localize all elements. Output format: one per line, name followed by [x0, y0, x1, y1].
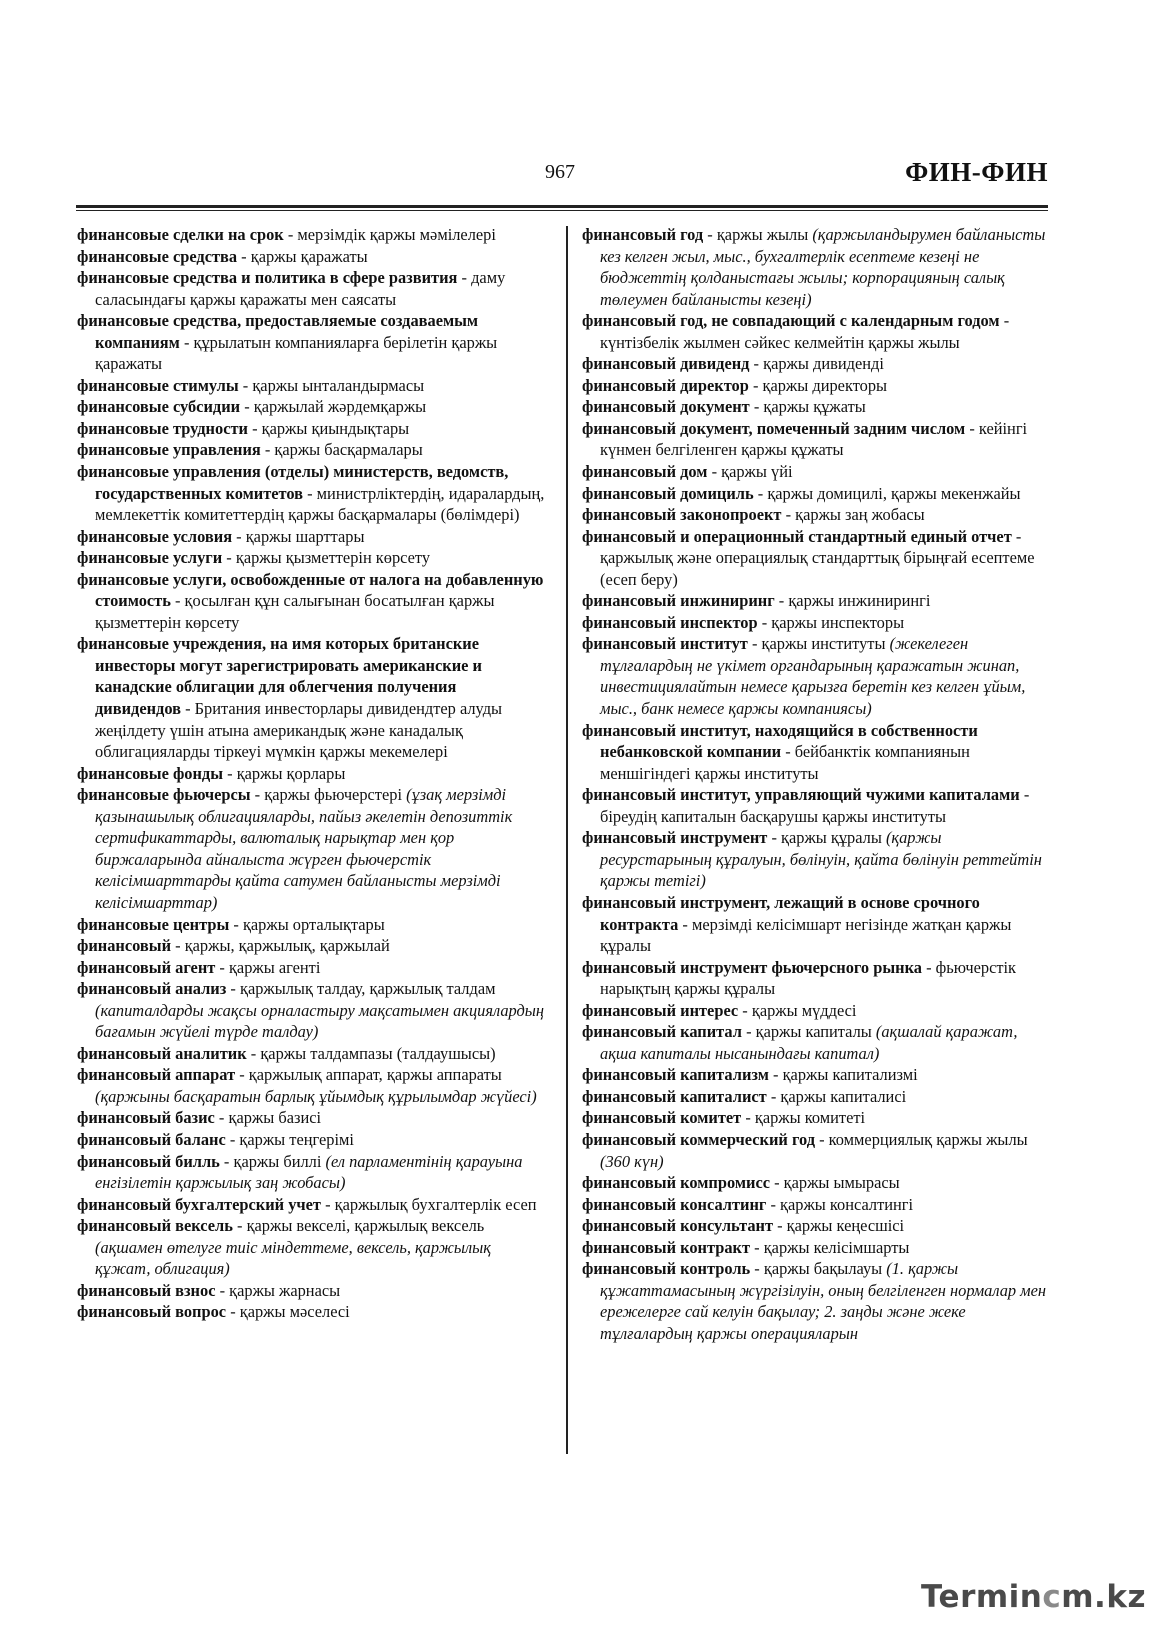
entry-term: финансовые средства, предоставляемые создаваемым компаниям — [77, 311, 479, 352]
entry-definition: қаржылық аппарат, қаржы аппараты — [248, 1065, 502, 1085]
section-title: ФИН-ФИН — [905, 157, 1048, 187]
dictionary-entry: финансовый капиталист - қаржы капиталисі — [582, 1086, 907, 1106]
dictionary-entry: финансовые стимулы - қаржы ынталандырмасы — [77, 375, 425, 395]
dictionary-entry: финансовый консалтинг - қаржы консалтингі — [582, 1194, 914, 1214]
entry-term: финансовый законопроект — [582, 505, 782, 525]
entry-term: финансовый и операционный стандартный единый отчет — [582, 526, 1012, 546]
entry-term: финансовые трудности — [77, 418, 248, 438]
entry-term: финансовый капитал — [582, 1022, 742, 1042]
entry-definition: қаржылай жәрдемқаржы — [253, 397, 427, 417]
dictionary-entry: финансовый документ - қаржы құжаты — [582, 397, 866, 417]
entry-note: (қаржыландырумен байланысты кез келген жыл, мыс., бухгалтерлік есептеме кезеңі не бюджеттің қолданыстағы жылы; корпорацияның салық төлеумен байланысты кезеңі) — [600, 225, 1046, 309]
dictionary-entry: финансовый документ, помеченный задним числом - кейінгі күнмен белгіленген қаржы құжаты — [582, 418, 1028, 460]
column-divider — [566, 226, 568, 1454]
entry-note: (ақшалай қаражат, ақша капиталы нысанындағы капитал) — [600, 1022, 1018, 1063]
dictionary-entry: финансовый вексель - қаржы вексeлі, қаржылық вексель (ақшамен өтелуге тиіс міндеттеме, вексель, қаржылық құжат, облигация) — [77, 1216, 491, 1279]
header-rule — [76, 205, 1048, 208]
dictionary-entry: финансовый законопроект - қаржы заң жобасы — [582, 505, 925, 525]
entry-note: (360 күн) — [600, 1151, 664, 1171]
entry-term: финансовый капиталист — [582, 1086, 767, 1106]
entry-definition: қаржы ымырасы — [783, 1173, 900, 1193]
entry-definition: қаржы инжинирингі — [788, 591, 931, 611]
entry-definition: қаржы қиындықтары — [261, 418, 410, 438]
entry-definition: қаржы үйі — [721, 462, 793, 482]
entry-definition: қаржылық талдау, қаржылық талдам — [239, 979, 496, 999]
entry-definition: қаржы бақылауы — [763, 1259, 883, 1279]
right-column — [582, 224, 1050, 1344]
entry-term: финансовый базис — [77, 1108, 215, 1128]
dictionary-entry: финансовый контракт - қаржы келісімшарты — [582, 1237, 910, 1257]
entry-term: финансовый агент — [77, 957, 216, 977]
entry-term: финансовый инструмент, лежащий в основе срочного контракта — [582, 892, 980, 934]
entry-note: (ел парламентінің қарауына енгізілетін қаржылық заң жобасы) — [95, 1151, 523, 1193]
dictionary-entry: финансовый коммерческий год - коммерциялық қаржы жылы (360 күн) — [582, 1129, 1028, 1171]
entry-definition: күнтізбелік жылмен сәйкес келмейтін қаржы жылы — [600, 332, 960, 352]
dictionary-entry: финансовые фонды - қаржы қорлары — [77, 763, 346, 783]
dictionary-entry: финансовые трудности - қаржы қиындықтары — [77, 418, 410, 438]
entry-term: финансовый год, не совпадающий с календарным годом — [582, 311, 1000, 331]
dictionary-entry: финансовый баланс - қаржы теңгерімі — [77, 1129, 354, 1149]
entry-definition: бейбанктік компаниянын меншігіндегі қаржы институты — [600, 742, 970, 783]
entry-term: финансовые центры — [77, 914, 230, 934]
dictionary-entry: финансовые средства - қаржы қаражаты — [77, 246, 368, 266]
dictionary-entry: финансовый анализ - қаржылық талдау, қаржылық талдам (капиталдарды жақсы орналастыру мақсатымен акциялардың бағамын жүйелі түрде талдау) — [77, 979, 545, 1042]
entry-definition: қаржы талдампазы (талдаушысы) — [260, 1043, 496, 1063]
dictionary-entry: финансовый инструмент - қаржы құралы (қаржы ресурстарының құралуын, бөлінуін, қайта бөлінуін реттейтін қаржы тетігі) — [582, 828, 1042, 891]
entry-term: финансовый институт — [582, 634, 748, 654]
entry-definition: кейінгі күнмен белгіленген қаржы құжаты — [600, 418, 1028, 460]
entry-definition: Британия инвесторлары дивидендтер алуды жеңілдету үшін атына американдық және канадалық облигацияларды тіркеуі мүмкін қаржы мекемелері — [95, 699, 503, 762]
entry-term: финансовый инжиниринг — [582, 591, 775, 611]
entry-term: финансовый документ — [582, 397, 750, 417]
entry-term: финансовый консалтинг — [582, 1194, 767, 1214]
dictionary-entry: финансовый институт, находящийся в собственности небанковской компании - бейбанктік компаниянын меншігіндегі қаржы институты — [582, 720, 978, 783]
entry-term: финансовый документ, помеченный задним числом — [582, 418, 966, 438]
entry-term: финансовый вопрос — [77, 1302, 227, 1322]
dictionary-entry: финансовые условия - қаржы шарттары — [77, 526, 365, 546]
entry-definition: қаржы инспекторы — [771, 612, 905, 632]
entry-definition: қаржылық бухгалтерлік есеп — [334, 1194, 537, 1214]
entry-term: финансовый консультант — [582, 1216, 774, 1236]
entry-definition: қаржылық және операциялық стандарттық бірыңғай есептеме (есеп беру) — [600, 548, 1035, 589]
entry-term: финансовый вексель — [77, 1216, 233, 1236]
dictionary-entry: финансовый дом - қаржы үйі — [582, 462, 793, 482]
dictionary-entry: финансовые средства и политика в сфере развития - даму саласындағы қаржы қаражаты мен саясаты — [77, 268, 506, 309]
entry-note: (жекелеген тұлғалардың не үкімет органдарының қаражатын жинап, инвестициялайтын немесе қарызға беретін кез келген ұйым, мыс., банк немесе қаржы компаниясы) — [600, 634, 1026, 719]
dictionary-entry: финансовый институт, управляющий чужими капиталами - біреудің капиталын басқарушы қаржы институты — [582, 785, 1030, 826]
dictionary-entry: финансовый контроль - қаржы бақылауы (1. қаржы құжаттамасының жүргізілуін, оның белгіленген нормалар мен ережелерге сай келуін бақылау; 2. заңды және жеке тұлғалардың қаржы операцияларын — [582, 1259, 1047, 1343]
watermark-text-3: m.kz — [1061, 1579, 1146, 1615]
entry-definition: құрылатын компанияларға берілетін қаржы қаражаты — [95, 332, 498, 374]
dictionary-entry: финансовый аппарат - қаржылық аппарат, қаржы аппараты (қаржыны басқаратын барлық ұйымдық құрылымдар жүйесі) — [77, 1065, 537, 1106]
entry-term: финансовый дом — [582, 462, 708, 482]
entry-note: (ұзақ мерзімді қазынашылық облигацияларды, пайыз әкелетін депозиттік сертификаттарды, валюталық нарықтар мен қор биржаларында айналыста жүрген фьючерстік келісімшарттарды қайта сатумен байланысты мерзімді келісімшарттар) — [95, 785, 513, 912]
entry-definition: қаржы құжаты — [763, 397, 866, 417]
watermark-text-2: c — [1042, 1579, 1062, 1615]
entry-definition: қаржы жарнасы — [229, 1280, 341, 1300]
dictionary-entry: финансовые услуги - қаржы қызметтерін көрсету — [77, 548, 431, 568]
entry-definition: қаржы базисі — [228, 1108, 322, 1128]
entry-term: финансовый билль — [77, 1151, 220, 1171]
entry-term: финансовый баланс — [77, 1129, 226, 1149]
entry-term: финансовый инструмент фьючерсного рынка — [582, 957, 922, 977]
entry-definition: фьючерстік нарықтың қаржы құралы — [600, 957, 1017, 999]
dictionary-entry: финансовый институт - қаржы институты (жекелеген тұлғалардың не үкімет органдарының қаражатын жинап, инвестициялайтын немесе қарызға беретін кез келген ұйым, мыс., банк немесе қаржы компаниясы) — [582, 634, 1026, 719]
dictionary-entry: финансовый инспектор - қаржы инспекторы — [582, 612, 905, 632]
dictionary-entry: финансовые учреждения, на имя которых британские инвесторы могут зарегистрировать американские и канадские облигации для облегчения получения дивидендов - Британия инвесторлары дивидендтер алуды жеңілдету үшін атына американдық және канадалық облигацияларды тіркеуі мүмкін қаржы мекемелері — [77, 634, 503, 762]
entry-definition: қаржы орталықтары — [242, 914, 385, 934]
dictionary-entry: финансовый и операционный стандартный единый отчет - қаржылық және операциялық стандарттық бірыңғай есептеме (есеп беру) — [582, 526, 1035, 589]
entry-note: (қаржыны басқаратын барлық ұйымдық құрылымдар жүйесі) — [95, 1086, 537, 1106]
entry-term: финансовый взнос — [77, 1280, 216, 1300]
entry-term: финансовые средства и политика в сфере развития — [77, 268, 458, 288]
entry-definition: қаржы кеңесшісі — [786, 1216, 905, 1236]
entry-definition: қаржы домицилі, қаржы мекенжайы — [767, 483, 1021, 503]
entry-term: финансовые фонды — [77, 763, 224, 783]
entry-note: (1. қаржы құжаттамасының жүргізілуін, оның белгіленген нормалар мен ережелерге сай келуін бақылау; 2. заңды және жеке тұлғалардың қаржы операцияларын — [600, 1259, 1047, 1343]
entry-term: финансовый компромисс — [582, 1173, 770, 1193]
entry-definition: қаржы мүддесі — [751, 1000, 857, 1020]
entry-term: финансовый бухгалтерский учет — [77, 1194, 321, 1214]
entry-definition: қаржы капиталисі — [780, 1086, 907, 1106]
dictionary-entry: финансовый инжиниринг - қаржы инжинирингі — [582, 591, 931, 611]
dictionary-entry: финансовые управления (отделы) министерств, ведомств, государственных комитетов - министрліктердің, идаралардың, мемлекеттік комитеттердің қаржы басқармалары (бөлімдері) — [77, 462, 545, 525]
entry-term: финансовый дивиденд — [582, 354, 750, 374]
entry-definition: қаржы жылы — [716, 225, 809, 244]
entry-definition: қаржы фьючерстері — [264, 785, 402, 805]
dictionary-entry: финансовый инструмент фьючерсного рынка - фьючерстік нарықтың қаржы құралы — [582, 957, 1017, 999]
entry-definition: қаржы институты — [761, 634, 886, 654]
watermark-text-1: Termin — [921, 1579, 1043, 1615]
site-watermark — [921, 1579, 1146, 1615]
entry-definition: қаржы шарттары — [245, 526, 365, 546]
dictionary-entry: финансовые субсидии - қаржылай жәрдемқаржы — [77, 397, 427, 417]
dictionary-entry: финансовый вопрос - қаржы мәселесі — [77, 1302, 350, 1322]
entry-term: финансовые средства — [77, 246, 238, 266]
entry-definition: қаржы комитеті — [754, 1108, 866, 1128]
entry-term: финансовый контракт — [582, 1237, 751, 1257]
entry-term: финансовые стимулы — [77, 375, 239, 395]
entry-term: финансовый контроль — [582, 1259, 751, 1279]
entry-definition: қаржы, қаржылық, қаржылай — [184, 936, 390, 956]
entry-definition: біреудің капиталын басқарушы қаржы институты — [600, 806, 947, 826]
entry-definition: қаржы келісімшарты — [763, 1237, 910, 1257]
entry-term: финансовый аналитик — [77, 1043, 247, 1063]
entry-definition: қосылған құн салығынан босатылған қаржы қызметтерін көрсету — [95, 591, 495, 632]
entry-term: финансовый инструмент — [582, 828, 768, 848]
entry-term: финансовый директор — [582, 375, 749, 395]
entry-term: финансовые сделки на срок — [77, 225, 284, 244]
dictionary-entry: финансовый комитет - қаржы комитеті — [582, 1108, 866, 1128]
dictionary-entry: финансовый - қаржы, қаржылық, қаржылай — [77, 936, 390, 956]
entry-note: (қаржы ресурстарының құралуын, бөлінуін, қайта бөлінуін реттейтін қаржы тетігі) — [600, 828, 1042, 891]
dictionary-entry: финансовый билль - қаржы биллі (ел парламентінің қарауына енгізілетін қаржылық заң жобасы) — [77, 1151, 523, 1193]
entry-term: финансовые услуги, освобожденные от налога на добавленную стоимость — [77, 569, 544, 611]
entry-definition: министрліктердің, идаралардың, мемлекеттік комитеттердің қаржы басқармалары (бөлімдері) — [95, 483, 545, 525]
dictionary-entry: финансовые услуги, освобожденные от налога на добавленную стоимость - қосылған құн салығынан босатылған қаржы қызметтерін көрсету — [77, 569, 544, 632]
entry-term: финансовый институт, управляющий чужими капиталами — [582, 785, 1020, 805]
dictionary-entry: финансовый капитал - қаржы капиталы (ақшалай қаражат, ақша капиталы нысанындағы капитал) — [582, 1022, 1018, 1063]
entry-definition: мерзімдік қаржы мәмілелері — [297, 225, 496, 244]
dictionary-entry: финансовый аналитик - қаржы талдампазы (талдаушысы) — [77, 1043, 496, 1063]
dictionary-entry: финансовый интерес - қаржы мүддесі — [582, 1000, 857, 1020]
dictionary-entry: финансовый агент - қаржы агенті — [77, 957, 321, 977]
entry-definition: қаржы құралы — [781, 828, 882, 848]
entry-definition: қаржы мәселесі — [239, 1302, 350, 1322]
left-column — [77, 224, 545, 1323]
entry-note: (капиталдарды жақсы орналастыру мақсатымен акциялардың бағамын жүйелі түрде талдау) — [95, 1000, 545, 1042]
entry-definition: қаржы директоры — [762, 375, 888, 395]
dictionary-entry: финансовый дивиденд - қаржы дивиденді — [582, 354, 884, 374]
entry-definition: қаржы заң жобасы — [795, 505, 925, 525]
entry-term: финансовый инспектор — [582, 612, 758, 632]
entry-term: финансовый анализ — [77, 979, 227, 999]
entry-definition: қаржы капиталы — [755, 1022, 872, 1042]
entry-definition: қаржы теңгерімі — [239, 1129, 354, 1149]
entry-term: финансовый домициль — [582, 483, 754, 503]
entry-term: финансовые управления (отделы) министерств, ведомств, государственных комитетов — [77, 462, 509, 503]
entry-term: финансовые фьючерсы — [77, 785, 251, 805]
entry-term: финансовые субсидии — [77, 397, 241, 417]
dictionary-entry: финансовые фьючерсы - қаржы фьючерстері (ұзақ мерзімді қазынашылық облигацияларды, пайыз әкелетін депозиттік сертификаттарды, валюталық нарықтар мен қор биржаларында айналыста жүрген фьючерстік келісімшарттарды қайта сатумен байланысты мерзімді келісімшарттар) — [77, 785, 513, 912]
entry-definition: қаржы қаражаты — [250, 246, 368, 266]
entry-term: финансовые условия — [77, 526, 233, 546]
entry-term: финансовый интерес — [582, 1000, 739, 1020]
dictionary-entry: финансовые центры - қаржы орталықтары — [77, 914, 385, 934]
entry-term: финансовый коммерческий год — [582, 1129, 816, 1149]
entry-definition: қаржы басқармалары — [274, 440, 423, 460]
entry-term: финансовый год — [582, 225, 704, 244]
dictionary-entry: финансовый капитализм - қаржы капитализмі — [582, 1065, 918, 1085]
dictionary-entry: финансовые управления - қаржы басқармалары — [77, 440, 423, 460]
entry-definition: қаржы қызметтерін көрсету — [235, 548, 431, 568]
entry-definition: қаржы қорлары — [236, 763, 346, 783]
entry-definition: қаржы капитализмі — [782, 1065, 918, 1085]
entry-definition: қаржы консалтингі — [780, 1194, 914, 1214]
entry-definition: қаржы дивиденді — [763, 354, 884, 374]
entry-definition: қаржы вексeлі, қаржылық вексель — [246, 1216, 485, 1236]
dictionary-entry: финансовый базис - қаржы базисі — [77, 1108, 322, 1128]
entry-definition: қаржы агенті — [228, 957, 321, 977]
dictionary-entry: финансовый компромисс - қаржы ымырасы — [582, 1173, 900, 1193]
entry-term: финансовый аппарат — [77, 1065, 236, 1085]
dictionary-entry: финансовые сделки на срок - мерзімдік қаржы мәмілелері — [77, 225, 496, 244]
page-number: 967 — [545, 161, 575, 183]
entry-term: финансовый — [77, 936, 172, 956]
dictionary-entry: финансовые средства, предоставляемые создаваемым компаниям - құрылатын компанияларға берілетін қаржы қаражаты — [77, 311, 498, 374]
dictionary-entry: финансовый взнос - қаржы жарнасы — [77, 1280, 341, 1300]
dictionary-entry: финансовый директор - қаржы директоры — [582, 375, 888, 395]
dictionary-entry: финансовый год - қаржы жылы (қаржыландырумен байланысты кез келген жыл, мыс., бухгалтерлік есептеме кезеңі не бюджеттің қолданыстағы жылы; корпорацияның салық төлеумен байланысты кезеңі) — [582, 225, 1046, 309]
entry-definition: қаржы ынталандырмасы — [252, 375, 425, 395]
entry-definition: мерзімді келісімшарт негізінде жатқан қаржы құралы — [600, 914, 1012, 956]
entry-definition: даму саласындағы қаржы қаражаты мен саясаты — [95, 268, 506, 309]
entry-term: финансовый капитализм — [582, 1065, 769, 1085]
dictionary-entry: финансовый год, не совпадающий с календарным годом - күнтізбелік жылмен сәйкес келмейтін қаржы жылы — [582, 311, 1010, 352]
entry-note: (ақшамен өтелуге тиіс міндеттеме, вексель, қаржылық құжат, облигация) — [95, 1237, 491, 1279]
dictionary-entry: финансовый консультант - қаржы кеңесшісі — [582, 1216, 905, 1236]
dictionary-entry: финансовый инструмент, лежащий в основе срочного контракта - мерзімді келісімшарт негізінде жатқан қаржы құралы — [582, 892, 1012, 956]
entry-term: финансовый институт, находящийся в собственности небанковской компании — [582, 720, 978, 762]
entry-term: финансовые управления — [77, 440, 261, 460]
dictionary-entry: финансовый домициль - қаржы домицилі, қаржы мекенжайы — [582, 483, 1021, 503]
dictionary-entry: финансовый бухгалтерский учет - қаржылық бухгалтерлік есеп — [77, 1194, 537, 1214]
entry-definition: коммерциялық қаржы жылы — [828, 1129, 1028, 1149]
entry-term: финансовый комитет — [582, 1108, 742, 1128]
header-rule-thin — [76, 210, 1048, 211]
entry-term: финансовые учреждения, на имя которых британские инвесторы могут зарегистрировать американские и канадские облигации для облегчения получения дивидендов — [77, 634, 482, 719]
entry-term: финансовые услуги — [77, 548, 223, 568]
entry-definition: қаржы биллі — [233, 1151, 322, 1171]
